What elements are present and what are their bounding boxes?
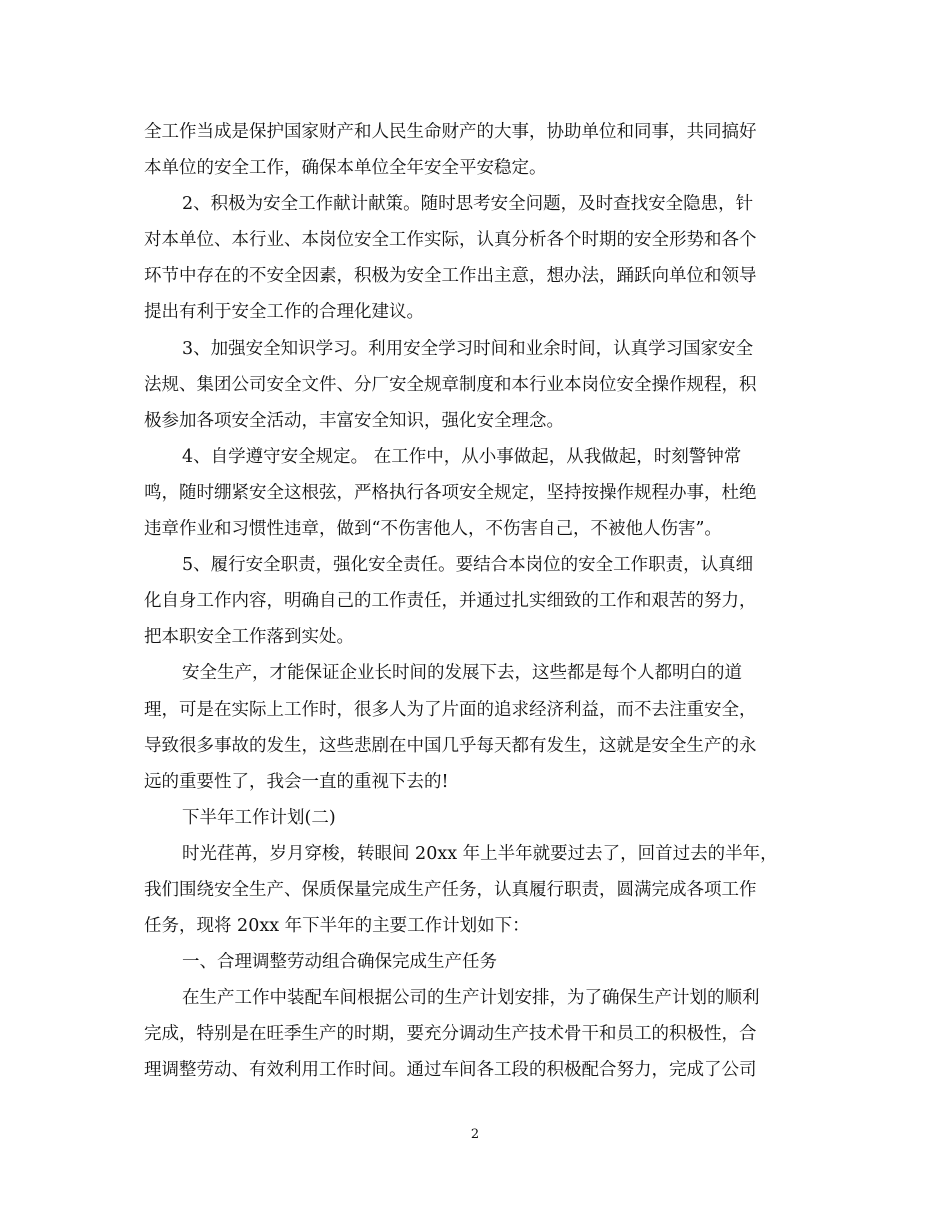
text-line: 2、积极为安全工作献计献策。随时思考安全问题，及时查找安全隐患，针: [182, 194, 754, 215]
text-line: 法规、集团公司安全文件、分厂安全规章制度和本行业本岗位安全操作规程，积: [144, 374, 757, 395]
text-line: 5、履行安全职责，强化安全责任。要结合本岗位的安全工作职责，认真细: [182, 555, 754, 576]
document-body: [144, 114, 804, 1089]
text-line: 我们围绕安全生产、保质保量完成生产任务，认真履行职责，圆满完成各项工作: [144, 879, 757, 900]
text-line: 时光荏苒，岁月穿梭，转眼间 20xx 年上半年就要过去了，回首过去的半年，: [182, 843, 778, 864]
text-line: 本单位的安全工作，确保本单位全年安全平安稳定。: [144, 158, 547, 179]
text-line: 远的重要性了，我会一直的重视下去的!: [144, 771, 449, 792]
text-line: 4、自学遵守安全规定。 在工作中，从小事做起，从我做起，时刻警钟常: [182, 446, 742, 467]
text-line: 理调整劳动、有效利用工作时间。通过车间各工段的积极配合努力，完成了公司: [144, 1060, 757, 1081]
text-line: 安全生产，才能保证企业长时间的发展下去，这些都是每个人都明白的道: [182, 663, 742, 684]
text-line: 完成，特别是在旺季生产的时期，要充分调动生产技术骨干和员工的积极性，合: [144, 1024, 757, 1045]
text-line: 在生产工作中装配车间根据公司的生产计划安排，为了确保生产计划的顺利: [182, 988, 760, 1009]
text-line: 理，可是在实际上工作时，很多人为了片面的追求经济利益，而不去注重安全，: [144, 699, 757, 720]
text-line: 违章作业和习惯性违章，做到“不伤害他人，不伤害自己，不被他人伤害”。: [144, 519, 722, 540]
text-line: 鸣，随时绷紧安全这根弦，严格执行各项安全规定，坚持按操作规程办事，杜绝: [144, 482, 757, 503]
text-line: 环节中存在的不安全因素，积极为安全工作出主意，想办法，踊跃向单位和领导: [144, 266, 757, 287]
text-line: 导致很多事故的发生，这些悲剧在中国几乎每天都有发生，这就是安全生产的永: [144, 735, 757, 756]
text-line: 任务，现将 20xx 年下半年的主要工作计划如下：: [144, 916, 530, 937]
text-line: 把本职安全工作落到实处。: [144, 627, 354, 648]
page-number: 2: [470, 1127, 480, 1142]
text-line: 化自身工作内容，明确自己的工作责任，并通过扎实细致的工作和艰苦的努力，: [144, 591, 757, 612]
text-line: 对本单位、本行业、本岗位安全工作实际，认真分析各个时期的安全形势和各个: [144, 230, 757, 251]
text-line: 提出有利于安全工作的合理化建议。: [144, 302, 424, 323]
text-line: 全工作当成是保护国家财产和人民生命财产的大事，协助单位和同事，共同搞好: [144, 122, 757, 142]
text-line: 下半年工作计划(二): [182, 807, 336, 828]
text-line: 一、合理调整劳动组合确保完成生产任务: [182, 952, 497, 973]
text-line: 极参加各项安全活动，丰富安全知识，强化安全理念。: [144, 410, 564, 431]
text-line: 3、加强安全知识学习。利用安全学习时间和业余时间，认真学习国家安全: [182, 338, 754, 359]
